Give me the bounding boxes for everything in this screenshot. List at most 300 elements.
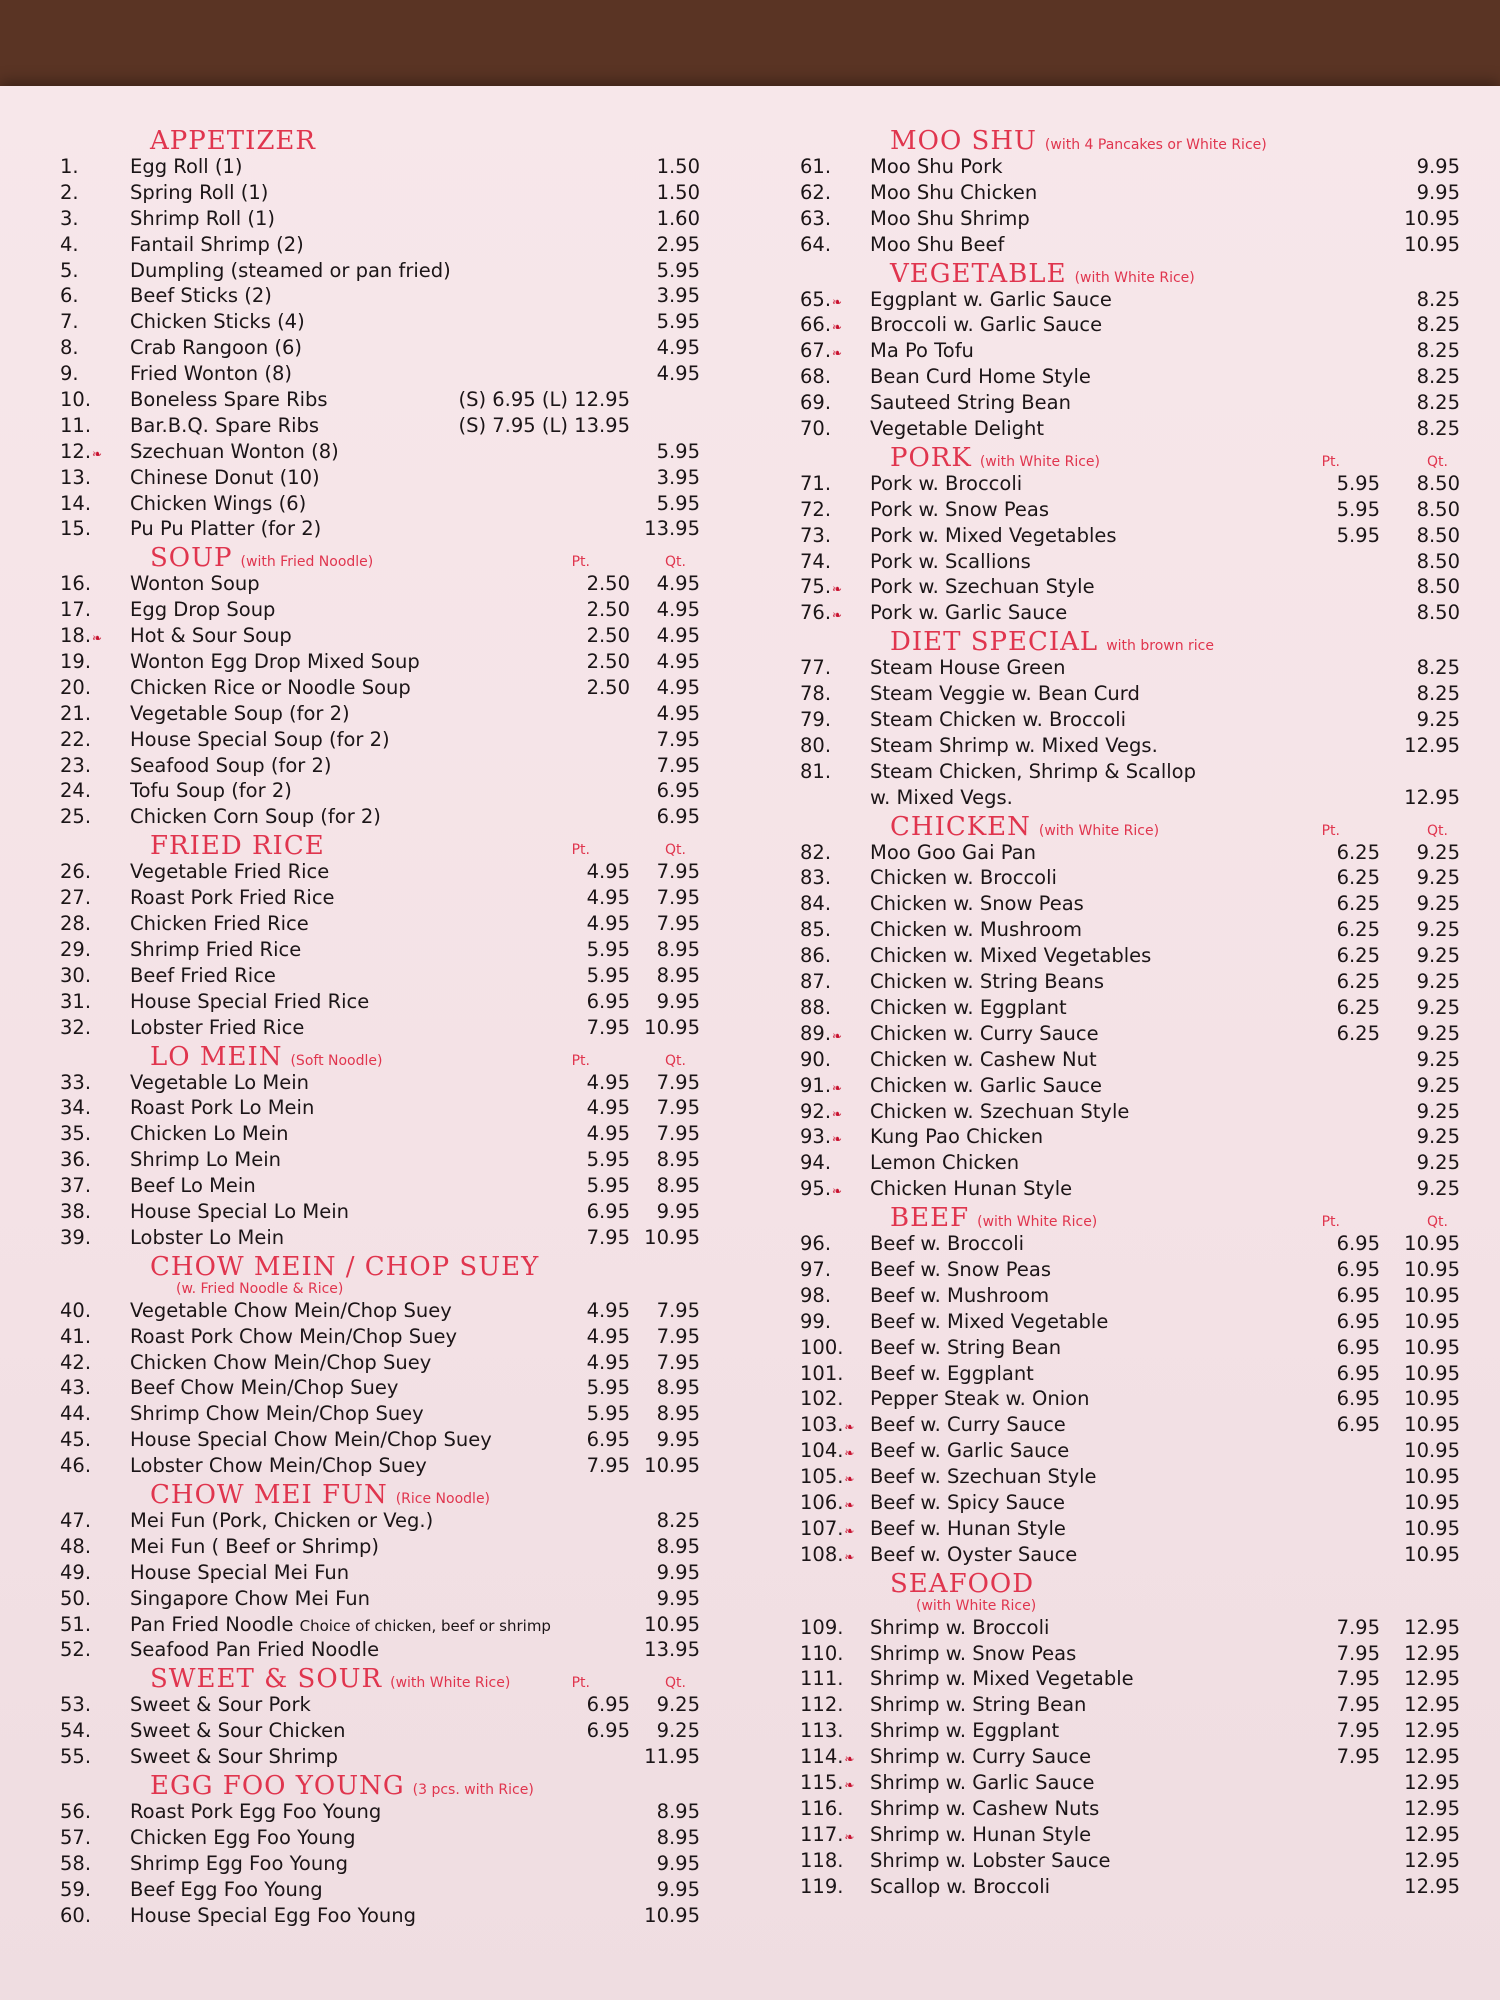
menu-item	[60, 1096, 700, 1122]
item-number	[800, 682, 870, 705]
menu-item-name	[870, 365, 1320, 388]
item-number	[60, 362, 130, 385]
menu-item-name	[870, 1125, 1320, 1148]
price-quart: 9.25	[1416, 944, 1460, 968]
section-title: VEGETABLE	[890, 258, 1067, 289]
price-quart: 9.25	[1416, 1073, 1460, 1097]
menu-item-name	[870, 918, 1320, 941]
menu-item-name-text: Beef w. Garlic Sauce	[870, 1439, 1070, 1463]
item-number	[60, 1122, 130, 1145]
menu-right-column	[800, 126, 1460, 1900]
menu-item-name-text: House Special Lo Mein	[130, 1199, 350, 1223]
menu-item-name	[130, 912, 570, 935]
item-number	[60, 1745, 130, 1768]
menu-item	[800, 498, 1460, 524]
menu-item-name	[130, 1509, 570, 1532]
price-quart: 10.95	[1404, 1465, 1460, 1489]
item-number	[800, 1336, 870, 1359]
price-quart: 8.25	[1416, 313, 1460, 337]
item-number	[800, 1439, 870, 1462]
menu-item-name-text: Moo Goo Gai Pan	[870, 840, 1036, 864]
menu-item-name	[130, 1613, 570, 1636]
menu-item	[60, 336, 700, 362]
price-pint: 6.25	[1336, 840, 1380, 864]
menu-item-name-text: Egg Roll (1)	[130, 155, 243, 178]
item-number	[800, 866, 870, 889]
menu-item-name-text: Egg Drop Soup	[130, 598, 276, 622]
item-number-text: 14.	[60, 491, 92, 515]
hot-pepper-icon: ❧	[832, 1080, 843, 1095]
menu-item-name-text: Dumpling (steamed or pan fried)	[130, 258, 451, 282]
price-pint: 6.95	[586, 1693, 630, 1717]
menu-item-name	[130, 388, 458, 411]
item-number	[60, 1428, 130, 1451]
section-header-vegetable	[800, 259, 1460, 288]
menu-item-name-text: Lobster Fried Rice	[130, 1015, 305, 1039]
menu-item-name-text: Kung Pao Chicken	[870, 1125, 1044, 1149]
section-header-egg-foo-young	[60, 1771, 700, 1800]
price-quart: 5.95	[656, 258, 700, 282]
item-number	[60, 912, 130, 935]
price-quart: 1.50	[656, 180, 700, 204]
item-number	[60, 517, 130, 540]
price-pint: 5.95	[586, 1402, 630, 1426]
item-number	[800, 1387, 870, 1410]
item-number-text: 53.	[60, 1693, 92, 1717]
menu-item	[60, 1351, 700, 1377]
menu-item-name-text: Shrimp w. Broccoli	[870, 1615, 1050, 1639]
menu-item	[800, 601, 1460, 627]
menu-item-name	[870, 1797, 1320, 1820]
item-number-text: 88.	[800, 995, 832, 1019]
item-number-text: 108.	[800, 1542, 844, 1566]
item-number	[60, 1826, 130, 1849]
price-quart: 12.95	[1404, 1641, 1460, 1665]
item-number-text: 15.	[60, 517, 92, 541]
menu-item-name	[130, 1904, 570, 1927]
menu-item-name	[870, 734, 1320, 757]
menu-item	[60, 310, 700, 336]
item-number-text: 44.	[60, 1402, 92, 1426]
menu-item-name	[130, 805, 570, 828]
menu-item-name-text: Szechuan Wonton (8)	[130, 439, 339, 463]
item-number	[60, 754, 130, 777]
menu-item-name-text: Pork w. Garlic Sauce	[870, 601, 1068, 625]
menu-item	[800, 1336, 1460, 1362]
price-quart: 7.95	[656, 860, 700, 884]
hot-pepper-icon: ❧	[832, 1184, 843, 1199]
price-quart: 9.25	[1416, 1099, 1460, 1123]
item-number-text: 104.	[800, 1439, 844, 1463]
menu-item-name-text: Chicken w. Mushroom	[870, 918, 1082, 942]
section-header-pork	[800, 443, 1460, 472]
menu-item-name	[130, 1800, 570, 1823]
menu-item	[800, 1543, 1460, 1569]
menu-item	[800, 288, 1460, 314]
menu-item-name-text: Beef w. Curry Sauce	[870, 1413, 1066, 1437]
menu-item-name-text: Pork w. Scallions	[870, 549, 1031, 573]
menu-item-name	[130, 1587, 570, 1610]
price-quart: 12.95	[1404, 1770, 1460, 1794]
price-quart: 6.95	[656, 779, 700, 803]
item-number-text: 2.	[60, 180, 79, 204]
menu-item-name-text: Vegetable Lo Mein	[130, 1070, 310, 1094]
price-pint: 4.95	[586, 1324, 630, 1348]
item-number	[800, 1642, 870, 1665]
menu-item	[60, 598, 700, 624]
menu-item	[800, 866, 1460, 892]
item-number	[60, 938, 130, 961]
section-title: DIET SPECIAL	[890, 627, 1099, 658]
item-number-text: 92.	[800, 1099, 832, 1123]
hot-pepper-icon: ❧	[832, 294, 843, 309]
item-number-text: 34.	[60, 1096, 92, 1120]
item-number-text: 68.	[800, 365, 832, 389]
menu-item-name	[870, 1642, 1320, 1665]
hot-pepper-icon: ❧	[844, 1549, 855, 1564]
section-note: (with White Rice)	[1074, 269, 1195, 286]
price-pint: 7.95	[1336, 1719, 1380, 1743]
menu-item-name-text: Pork w. Broccoli	[870, 471, 1023, 495]
menu-item	[60, 517, 700, 543]
menu-item-name-text: Lemon Chicken	[870, 1151, 1020, 1175]
item-number-text: 81.	[800, 759, 832, 783]
item-number	[800, 339, 870, 362]
menu-left-column	[60, 126, 700, 1929]
menu-item-name-text: Mei Fun (Pork, Chicken or Veg.)	[130, 1508, 434, 1532]
price-quart: 5.95	[656, 491, 700, 515]
menu-item-name-text: Beef w. Szechuan Style	[870, 1465, 1097, 1489]
section-header-appetizer	[60, 126, 700, 155]
price-quart: 6.95	[656, 805, 700, 829]
price-quart: 9.95	[656, 1851, 700, 1875]
price-pint: 6.95	[586, 1428, 630, 1452]
item-number-text: 65.	[800, 287, 832, 311]
price-quart: 9.25	[1416, 892, 1460, 916]
menu-item	[60, 990, 700, 1016]
menu-item-name	[870, 682, 1320, 705]
item-number	[800, 1177, 870, 1200]
menu-item	[60, 233, 700, 259]
section-subnote: (with White Rice)	[916, 1597, 1037, 1614]
item-number	[60, 598, 130, 621]
menu-item	[60, 466, 700, 492]
menu-item-name	[130, 233, 570, 256]
item-number-text: 45.	[60, 1428, 92, 1452]
menu-item-name	[130, 440, 570, 463]
item-number-text: 24.	[60, 779, 92, 803]
section-header-chow-mei-fun	[60, 1480, 700, 1509]
item-number-text: 20.	[60, 675, 92, 699]
item-number-text: 16.	[60, 572, 92, 596]
menu-item	[800, 365, 1460, 391]
item-number	[800, 1517, 870, 1540]
menu-item-name	[870, 1232, 1320, 1255]
item-number-text: 82.	[800, 840, 832, 864]
item-number	[800, 1048, 870, 1071]
price-pint: 6.25	[1336, 970, 1380, 994]
item-number-text: 60.	[60, 1903, 92, 1927]
item-number	[800, 1284, 870, 1307]
item-number	[800, 601, 870, 624]
section-title: CHOW MEIN / CHOP SUEY	[150, 1251, 540, 1282]
item-number	[800, 391, 870, 414]
price-quart: 8.25	[1416, 365, 1460, 389]
menu-item	[800, 1642, 1460, 1668]
menu-item-name	[130, 517, 570, 540]
menu-item-name-text: House Special Mei Fun	[130, 1560, 350, 1584]
menu-item-name	[130, 860, 570, 883]
item-number	[800, 1362, 870, 1385]
menu-item-name	[870, 1465, 1320, 1488]
price-header-quart: Qt.	[665, 1052, 686, 1069]
price-quart: 7.95	[656, 1298, 700, 1322]
item-number-text: 5.	[60, 258, 79, 282]
menu-item-name	[870, 472, 1320, 495]
menu-item-name-text: Seafood Pan Fried Noodle	[130, 1638, 380, 1662]
section-title: SWEET & SOUR	[150, 1664, 383, 1695]
item-number-text: 29.	[60, 937, 92, 961]
menu-item-name-text: Vegetable Soup (for 2)	[130, 701, 350, 725]
item-number	[60, 990, 130, 1013]
item-number-text: 26.	[60, 860, 92, 884]
price-pint: 6.95	[1336, 1257, 1380, 1281]
menu-item	[800, 575, 1460, 601]
price-pint: 4.95	[586, 1096, 630, 1120]
price-pint: 6.95	[1336, 1232, 1380, 1256]
item-number-text: 77.	[800, 656, 832, 680]
item-number-text: 57.	[60, 1825, 92, 1849]
menu-item-name	[130, 1535, 570, 1558]
item-number-text: 93.	[800, 1125, 832, 1149]
price-quart: 8.95	[656, 1799, 700, 1823]
item-number	[60, 1454, 130, 1477]
price-pint: 4.95	[586, 860, 630, 884]
menu-item-name	[870, 1048, 1320, 1071]
menu-item-name-text: Scallop w. Broccoli	[870, 1874, 1051, 1898]
price-quart: 10.95	[1404, 1516, 1460, 1540]
menu-item	[800, 944, 1460, 970]
price-pint: 7.95	[1336, 1615, 1380, 1639]
price-header-pint: Pt.	[571, 1675, 590, 1692]
menu-item-name-text: Chicken w. Curry Sauce	[870, 1021, 1099, 1045]
item-number	[60, 650, 130, 673]
menu-item-name-text: Beef Lo Mein	[130, 1174, 256, 1198]
menu-item	[60, 912, 700, 938]
menu-item	[60, 1509, 700, 1535]
price-quart: 9.25	[1416, 840, 1460, 864]
menu-item	[60, 1122, 700, 1148]
menu-item	[60, 886, 700, 912]
menu-item-name-text: Crab Rangoon (6)	[130, 336, 303, 360]
item-number	[800, 181, 870, 204]
menu-item-name	[870, 1693, 1320, 1716]
menu-item-name	[870, 1543, 1320, 1566]
menu-item-name	[870, 575, 1320, 598]
menu-item-name	[130, 207, 570, 230]
item-number	[60, 805, 130, 828]
item-number-text: 113.	[800, 1719, 844, 1743]
menu-item	[800, 656, 1460, 682]
menu-item	[800, 1100, 1460, 1126]
menu-item-name	[870, 601, 1320, 624]
menu-item-name-text: Chicken w. Cashew Nut	[870, 1047, 1097, 1071]
menu-item-name	[130, 1693, 570, 1716]
menu-item-name	[130, 702, 570, 725]
hot-pepper-icon: ❧	[832, 346, 843, 361]
item-number-text: 62.	[800, 180, 832, 204]
menu-item	[60, 284, 700, 310]
item-number	[60, 1613, 130, 1636]
item-number	[800, 841, 870, 864]
price-quart: 9.25	[1416, 995, 1460, 1019]
item-number	[800, 1823, 870, 1846]
menu-item	[800, 1745, 1460, 1771]
menu-item	[800, 1125, 1460, 1151]
menu-item-name	[870, 1491, 1320, 1514]
menu-item	[800, 1258, 1460, 1284]
menu-item	[800, 339, 1460, 365]
section-header-beef	[800, 1203, 1460, 1232]
item-number-text: 21.	[60, 701, 92, 725]
menu-item	[60, 1693, 700, 1719]
price-pint: 5.95	[1336, 497, 1380, 521]
price-pint: 6.95	[1336, 1413, 1380, 1437]
menu-item	[60, 1376, 700, 1402]
price-quart: 8.95	[656, 1376, 700, 1400]
item-number-text: 71.	[800, 471, 832, 495]
menu-item-name	[870, 892, 1320, 915]
section-title: FRIED RICE	[150, 831, 325, 862]
item-number	[800, 1745, 870, 1768]
item-number	[60, 284, 130, 307]
price-quart: 10.95	[1404, 1542, 1460, 1566]
price-quart: 8.25	[1416, 287, 1460, 311]
item-number	[60, 1148, 130, 1171]
menu-item-name-text: Mei Fun ( Beef or Shrimp)	[130, 1534, 380, 1558]
item-number-text: 74.	[800, 549, 832, 573]
menu-item-name	[130, 1402, 570, 1425]
item-number	[60, 1226, 130, 1249]
menu-item-name-text: Beef w. Hunan Style	[870, 1516, 1066, 1540]
price-quart: 8.50	[1416, 549, 1460, 573]
menu-item	[800, 1022, 1460, 1048]
item-number	[800, 1022, 870, 1045]
price-quart: 9.25	[1416, 918, 1460, 942]
price-quart: 12.95	[1404, 733, 1460, 757]
item-number-text: 105.	[800, 1465, 844, 1489]
item-number-text: 98.	[800, 1283, 832, 1307]
menu-item-name	[130, 1878, 570, 1901]
price-header-pint: Pt.	[1321, 1214, 1340, 1231]
item-number	[800, 1491, 870, 1514]
item-number	[800, 1125, 870, 1148]
menu-item	[800, 996, 1460, 1022]
item-number	[60, 1200, 130, 1223]
menu-item-name-text: Vegetable Chow Mein/Chop Suey	[130, 1298, 452, 1322]
menu-item-name	[870, 944, 1320, 967]
menu-item-name-text: Chicken w. Eggplant	[870, 995, 1067, 1019]
item-number	[60, 466, 130, 489]
item-number	[60, 1509, 130, 1532]
menu-item	[60, 1402, 700, 1428]
menu-item	[60, 1535, 700, 1561]
menu-item-name	[870, 656, 1320, 679]
price-quart: 13.95	[644, 517, 700, 541]
menu-item-name	[870, 1616, 1320, 1639]
item-number-text: 87.	[800, 970, 832, 994]
menu-item-name-text: Shrimp w. Eggplant	[870, 1719, 1060, 1743]
item-number-text: 49.	[60, 1560, 92, 1584]
price-quart: 10.95	[644, 1612, 700, 1636]
menu-item-name	[130, 1454, 570, 1477]
price-pint: 6.25	[1336, 866, 1380, 890]
price-quart: 8.95	[656, 1825, 700, 1849]
hot-pepper-icon: ❧	[92, 631, 103, 646]
item-number	[800, 1616, 870, 1639]
item-number-text: 70.	[800, 417, 832, 441]
price-pint: 6.25	[1336, 918, 1380, 942]
price-quart: 9.95	[656, 1586, 700, 1610]
item-number-text: 103.	[800, 1413, 844, 1437]
menu-item-name	[130, 650, 570, 673]
item-number	[60, 388, 130, 411]
item-number	[800, 1543, 870, 1566]
item-number	[60, 336, 130, 359]
menu-item-name	[870, 1439, 1320, 1462]
price-pint: 4.95	[586, 1070, 630, 1094]
price-pint: 5.95	[586, 1148, 630, 1172]
menu-item-name-text: Chicken Fried Rice	[130, 912, 309, 936]
menu-item	[60, 1071, 700, 1097]
menu-item	[60, 1613, 700, 1639]
menu-item	[60, 1745, 700, 1771]
price-quart: 9.95	[656, 1877, 700, 1901]
section-note: (with Fried Noodle)	[240, 554, 374, 571]
menu-item	[60, 492, 700, 518]
menu-item-name	[870, 1875, 1320, 1898]
menu-item	[800, 1849, 1460, 1875]
menu-item	[60, 1428, 700, 1454]
price-quart: 4.95	[656, 572, 700, 596]
section-title: MOO SHU	[890, 126, 1037, 156]
menu-item	[800, 524, 1460, 550]
price-quart: 9.95	[656, 1560, 700, 1584]
item-number-text: 67.	[800, 339, 832, 363]
menu-item	[60, 754, 700, 780]
menu-item	[800, 1151, 1460, 1177]
menu-item-name-text: Beef w. String Bean	[870, 1335, 1062, 1359]
price-quart: 1.50	[656, 155, 700, 178]
item-number	[60, 1174, 130, 1197]
item-number	[60, 440, 130, 463]
price-quart: 4.95	[656, 701, 700, 725]
price-quart: 13.95	[644, 1638, 700, 1662]
menu-item	[800, 391, 1460, 417]
item-number-text: 63.	[800, 206, 832, 230]
menu-item	[60, 1904, 700, 1930]
item-number-text: 55.	[60, 1745, 92, 1769]
menu-item-name-text: Shrimp Egg Foo Young	[130, 1851, 348, 1875]
item-number-text: 117.	[800, 1822, 844, 1846]
menu-item-name-text: Pu Pu Platter (for 2)	[130, 517, 322, 541]
item-number-text: 56.	[60, 1799, 92, 1823]
price-quart: 10.95	[644, 1454, 700, 1478]
item-number	[60, 728, 130, 751]
price-pint: 2.50	[586, 624, 630, 648]
menu-item-name-text: Ma Po Tofu	[870, 339, 974, 363]
item-number	[800, 575, 870, 598]
